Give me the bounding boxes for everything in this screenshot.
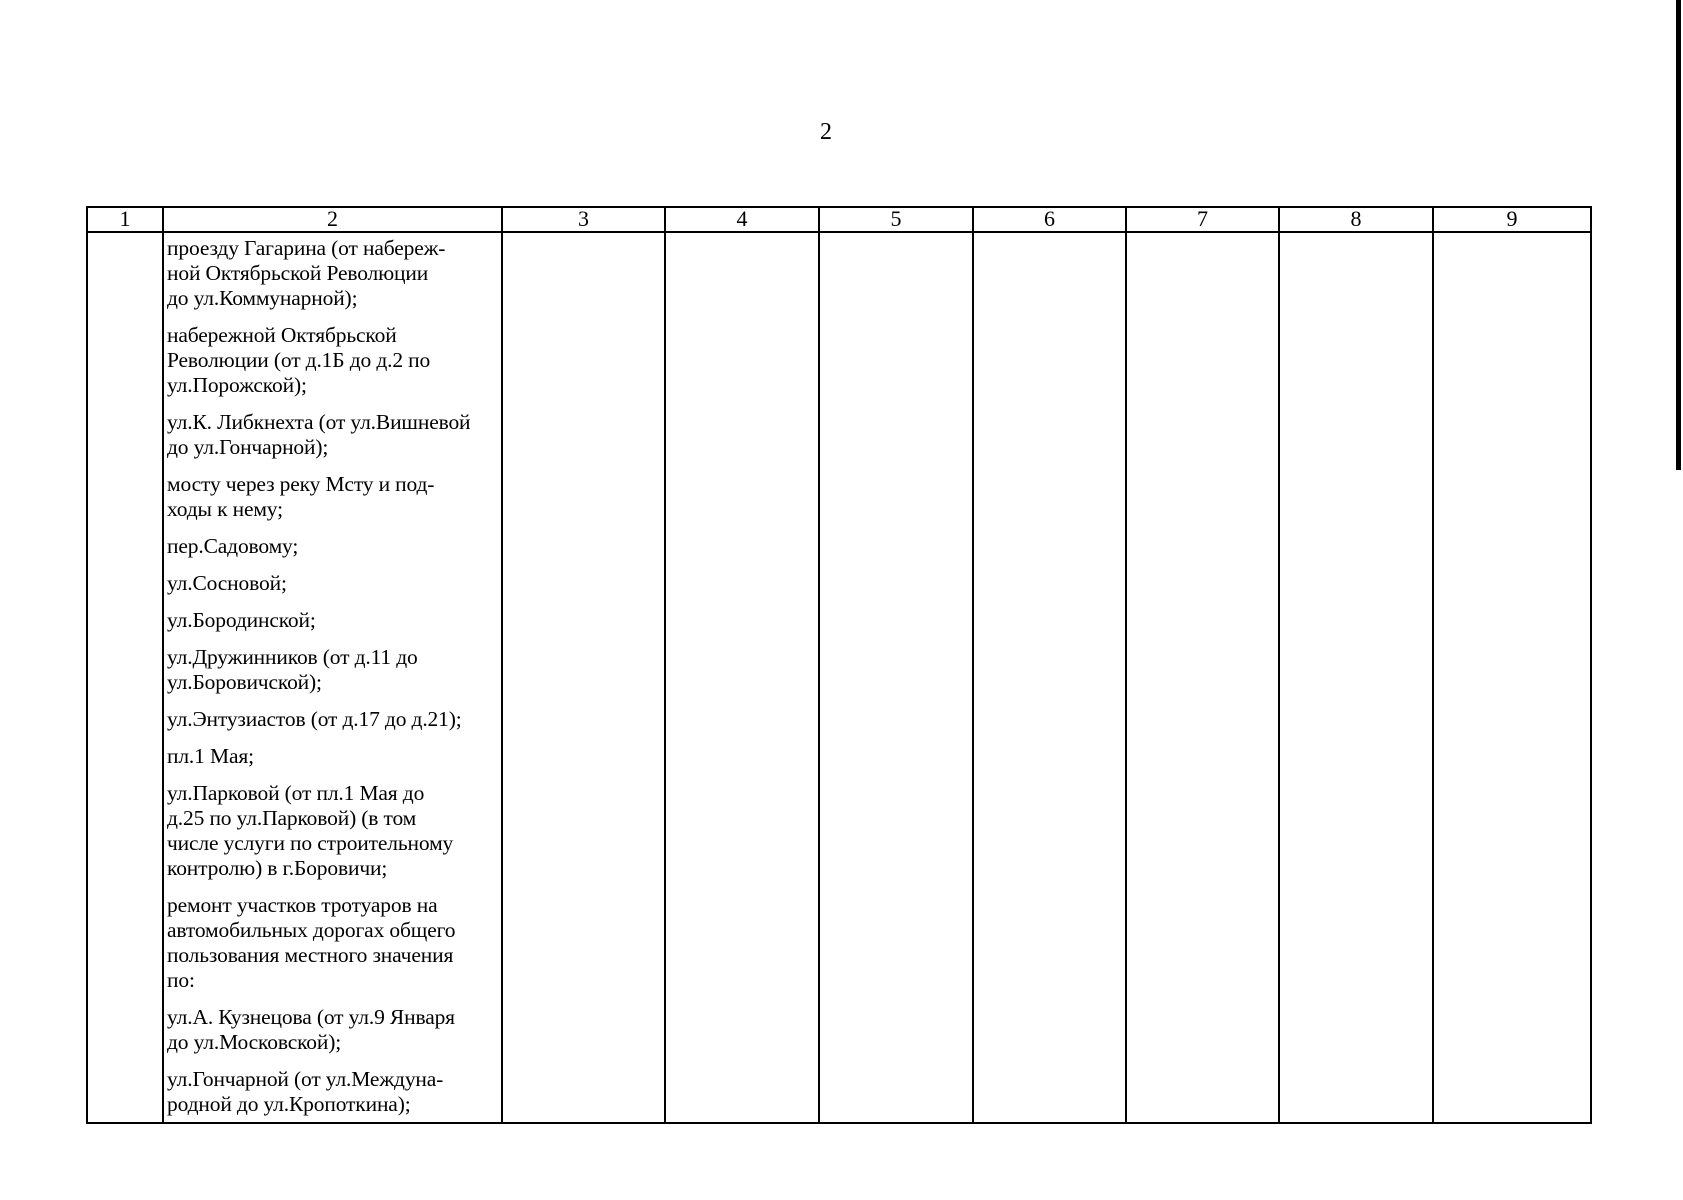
text-line: ул.А. Кузнецова (от ул.9 Января	[167, 1005, 455, 1029]
text-line: ной Октябрьской Революции	[167, 261, 429, 285]
text-line: ул.Энтузиастов (от д.17 до д.21);	[167, 707, 462, 731]
text-line: проезду Гагарина (от набереж-	[167, 236, 446, 260]
text-line: автомобильных дорогах общего	[167, 918, 456, 942]
list-item	[167, 707, 502, 732]
text-line: ул.Парковой (от пл.1 Мая до	[167, 781, 425, 805]
list-item	[167, 1067, 502, 1117]
list-item	[167, 534, 502, 559]
scan-edge-mark	[1676, 0, 1681, 470]
text-line: ремонт участков тротуаров на	[167, 893, 438, 917]
text-line: пользования местного значения	[167, 943, 454, 967]
header-cell-5: 5	[890, 206, 902, 231]
list-item	[167, 236, 502, 311]
header-cell-2: 2	[327, 206, 338, 231]
text-line: до ул.Коммунарной);	[167, 286, 358, 310]
list-item	[167, 744, 502, 769]
column-2-content	[167, 236, 502, 1129]
list-item	[167, 608, 502, 633]
text-line: ул.Порожской);	[167, 373, 307, 397]
column-border-8-9	[1432, 206, 1434, 1124]
column-border-5-6	[972, 206, 974, 1124]
page-number: 2	[820, 119, 832, 145]
column-border-7-8	[1278, 206, 1280, 1124]
list-item	[167, 472, 502, 522]
header-cell-4: 4	[736, 206, 748, 231]
text-line: до ул.Московской);	[167, 1030, 342, 1054]
text-line: ул.К. Либкнехта (от ул.Вишневой	[167, 410, 471, 434]
column-border-6-7	[1125, 206, 1127, 1124]
header-cell-3: 3	[578, 206, 589, 231]
text-line: ул.Сосновой;	[167, 571, 287, 595]
list-item	[167, 571, 502, 596]
data-table	[86, 206, 1592, 1124]
header-cell-7: 7	[1197, 206, 1208, 231]
header-cell-9: 9	[1506, 206, 1518, 231]
text-line: пл.1 Мая;	[167, 744, 254, 768]
text-line: ул.Боровичской);	[167, 670, 322, 694]
text-line: до ул.Гончарной);	[167, 435, 329, 459]
list-item	[167, 645, 502, 695]
text-line: контролю) в г.Боровичи;	[167, 856, 388, 880]
column-border-4-5	[818, 206, 820, 1124]
list-item	[167, 781, 502, 881]
text-line: по:	[167, 968, 195, 992]
column-border-1-2	[162, 206, 164, 1124]
text-line: родной до ул.Кропоткина);	[167, 1092, 411, 1116]
list-item	[167, 323, 502, 398]
text-line: ул.Бородинской;	[167, 608, 316, 632]
list-item	[167, 410, 502, 460]
text-line: ходы к нему;	[167, 497, 283, 521]
header-cell-1: 1	[119, 206, 131, 231]
text-line: д.25 по ул.Парковой) (в том	[167, 806, 417, 830]
text-line: ул.Дружинников (от д.11 до	[167, 645, 418, 669]
header-cell-8: 8	[1350, 206, 1362, 231]
text-line: пер.Садовому;	[167, 534, 299, 558]
column-border-right	[1590, 206, 1592, 1124]
text-line: числе услуги по строительному	[167, 831, 454, 855]
header-cell-6: 6	[1044, 206, 1055, 231]
column-border-3-4	[664, 206, 666, 1124]
list-item	[167, 893, 502, 993]
list-item	[167, 1005, 502, 1055]
text-line: ул.Гончарной (от ул.Междуна-	[167, 1067, 444, 1091]
text-line: Революции (от д.1Б до д.2 по	[167, 348, 431, 372]
text-line: набережной Октябрьской	[167, 323, 397, 347]
text-line: мосту через реку Мсту и под-	[167, 472, 435, 496]
column-border-left	[86, 206, 88, 1124]
